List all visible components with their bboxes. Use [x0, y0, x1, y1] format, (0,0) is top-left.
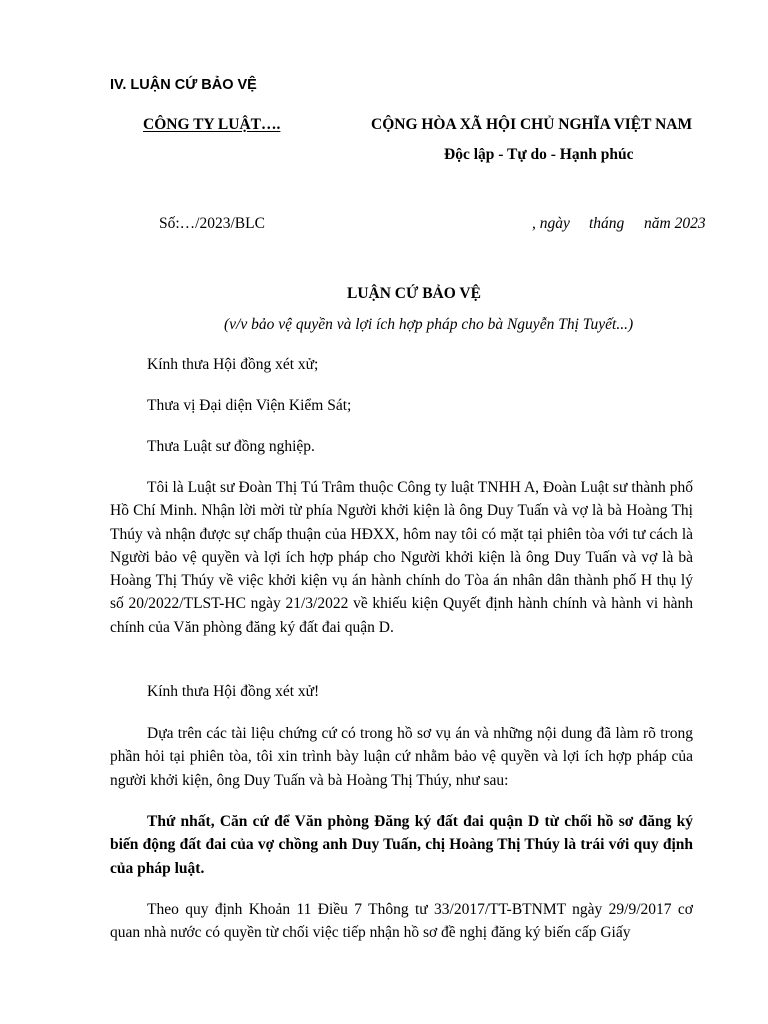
greeting-council-2: Kính thưa Hội đồng xét xử!: [147, 683, 320, 700]
greeting-colleagues: Thưa Luật sư đồng nghiệp.: [147, 438, 315, 455]
intro-paragraph: Tôi là Luật sư Đoàn Thị Tú Trâm thuộc Công ty luật TNHH A, Đoàn Luật sư thành phố Hồ Chí Minh. Nhận lời mời từ phía Người khởi kiện là ông Duy Tuấn và vợ là bà Hoàng Thị Thúy và nhận được sự chấp thuận của HĐXX, hôm nay tôi có mặt tại phiên tòa với tư cách là Người bảo vệ quyền và lợi ích hợp pháp cho Người khởi kiện là ông Duy Tuấn và vợ là bà Hoàng Thị Thúy về việc khởi kiện vụ án hành chính do Tòa án nhân dân thành phố H thụ lý số 20/2022/TLST-HC ngày 21/3/2022 về khiếu kiện Quyết định hành chính và hành vi hành chính của Văn phòng đăng ký đất đai quận D.: [110, 479, 693, 636]
date-year: năm 2023: [644, 215, 706, 232]
basis-paragraph: Dựa trên các tài liệu chứng cứ có trong hồ sơ vụ án và những nội dung đã làm rõ trong phần hỏi tại phiên tòa, tôi xin trình bày luận cứ nhằm bảo vệ quyền và lợi ích hợp pháp của người khởi kiện, ông Duy Tuấn và bà Hoàng Thị Thúy, như sau:: [110, 725, 693, 789]
company-name: CÔNG TY LUẬT….: [143, 116, 281, 133]
document-subtitle: (v/v bảo vệ quyền và lợi ích hợp pháp cho bà Nguyễn Thị Tuyết...): [224, 316, 634, 333]
country-name: CỘNG HÒA XÃ HỘI CHỦ NGHĨA VIỆT NAM: [371, 116, 693, 133]
national-motto: Độc lập - Tự do - Hạnh phúc: [444, 146, 634, 163]
section-heading: IV. LUẬN CỨ BẢO VỆ: [110, 77, 257, 93]
regulation-paragraph: Theo quy định Khoản 11 Điều 7 Thông tư 33/2017/TT-BTNMT ngày 29/9/2017 cơ quan nhà nước có quyền từ chối việc tiếp nhận hồ sơ đề nghị đăng ký biến cấp Giấy: [110, 901, 693, 942]
greeting-council: Kính thưa Hội đồng xét xử;: [147, 356, 319, 373]
document-title: LUẬN CỨ BẢO VỆ: [347, 285, 481, 302]
date-month: tháng: [589, 215, 625, 232]
first-point-heading: Thứ nhất, Căn cứ để Văn phòng Đăng ký đất đai quận D từ chối hồ sơ đăng ký biến động đất đai của vợ chồng anh Duy Tuấn, chị Hoàng Thị Thúy là trái với quy định của pháp luật.: [110, 813, 693, 877]
greeting-procuracy: Thưa vị Đại diện Viện Kiểm Sát;: [147, 397, 352, 414]
document-number: Số:…/2023/BLC: [159, 215, 265, 232]
date-place: , ngày: [532, 215, 570, 232]
